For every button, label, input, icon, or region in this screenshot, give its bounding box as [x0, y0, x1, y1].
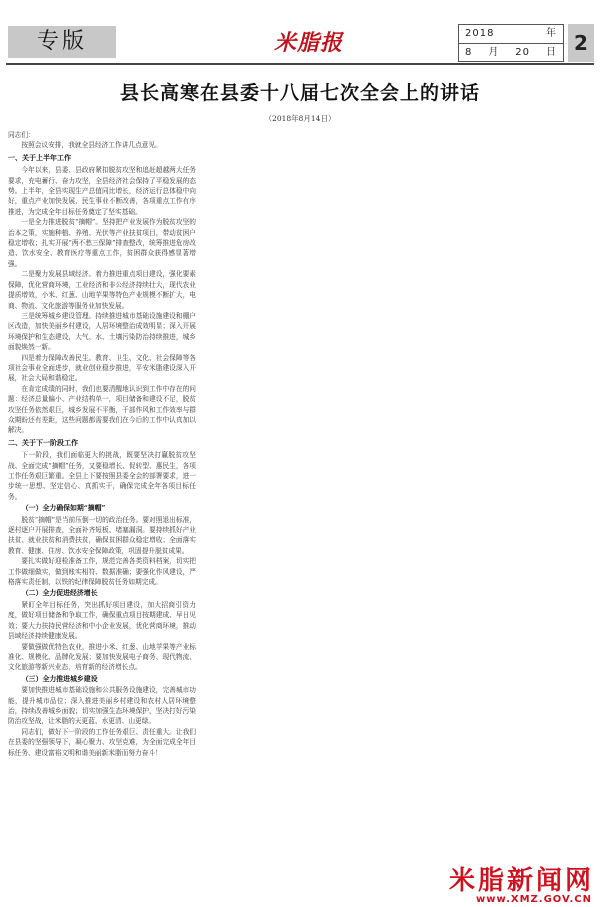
article-body [8, 130, 592, 880]
newspaper-logo: 米脂报 [274, 31, 344, 56]
section-heading: 一、关于上半年工作 [8, 152, 71, 162]
body-paragraph: 在肯定成绩的同时，我们也要清醒地认识到工作中存在的问题：经济总量偏小、产业结构单一，项目储备和建设不足，脱贫攻坚任务依然艰巨，城乡发展不平衡，干部作风和工作效率与群众期盼还有差距，这些问题都需要我们在今后的工作中认真加以解决。 [8, 384, 196, 435]
date-month: 8 [465, 47, 473, 58]
date-month-unit: 月 [488, 47, 500, 58]
subsection-heading: （二）全力促进经济增长 [21, 589, 98, 598]
body-paragraph: 要扎实做好迎检准备工作，规范完善各类资料档案，切实把工作做细做实，做到账实相符、数据准确；要强化作风建设，严格落实责任制，以铁的纪律保障脱贫任务如期完成。 [8, 557, 196, 587]
column-tag: 专版 [8, 26, 116, 58]
date-year-unit: 年 [546, 28, 557, 39]
page-number: 2 [568, 24, 594, 62]
body-paragraph: 脱贫“摘帽”是当前压倒一切的政治任务。要对照退出标准，逐村逐户开展排查，全面补齐短板、堵塞漏洞。要持续抓好产业扶贫、就业扶贫和消费扶贫，确保贫困群众稳定增收；全面落实教育、健康、住房、饮水安全保障政策，巩固提升脱贫成果。 [8, 515, 196, 555]
body-paragraph: 三是统筹城乡建设管理。持续推进城市基础设施建设和棚户区改造，加快美丽乡村建设，人居环境整治成效明显；深入开展环境保护和生态建设，大气、水、土壤污染防治持续推进，城乡面貌焕然一新。 [8, 311, 196, 352]
footer-url[interactable]: www.XMZ.GOV.CN [476, 894, 592, 905]
masthead-divider [6, 63, 594, 65]
date-year: 2018 [465, 28, 495, 39]
date-day-unit: 日 [545, 47, 557, 58]
body-paragraph: 要做强做优特色农业，推进小米、红葱、山地苹果等产业标准化、规模化、品牌化发展；要加快发展电子商务、现代物流、文化旅游等新兴业态，培育新的经济增长点。 [8, 642, 196, 672]
intro-paragraph: 按照会议安排，我就全县经济工作讲几点意见。 [21, 141, 162, 150]
body-paragraph: 下一阶段，我们面临更大的挑战，既要坚决打赢脱贫攻坚战、全面完成“摘帽”任务，又要稳增长、促转型、惠民生，各项工作任务艰巨繁重。全县上下要按照县委全会的部署要求，进一步统一思想、坚定信心、真抓实干，确保完成全年各项目标任务。 [8, 451, 196, 501]
article-title: 县长高寒在县委十八届七次全会上的讲话 [119, 82, 480, 104]
body-paragraph: 二是聚力发展县域经济。着力推进重点项目建设，强化要素保障，优化营商环境，工业经济和非公经济持续壮大，现代农业提质增效，小米、红葱、山地苹果等特色产业规模不断扩大，电商、物流、文化旅游等服务业加快发展。 [8, 270, 196, 310]
section-heading: 二、关于下一阶段工作 [8, 437, 78, 447]
footer-logo: 米脂新闻网 [448, 866, 594, 896]
masthead [6, 22, 594, 64]
body-paragraph: 今年以来，县委、县政府紧扣脱贫攻坚和追赶超越两大任务要求，充电蓄行、奋力攻坚，全县经济社会保持了平稳发展的态势。上半年，全县实现生产总值同比增长，经济运行总体稳中向好，重点产业加快发展，民生事业不断改善，各项重点工作有序推进，为完成全年目标任务奠定了坚实基础。 [8, 166, 196, 216]
salutation: 同志们： [8, 131, 35, 139]
body-paragraph: 紧盯全年目标任务，突出抓好项目建设，加大招商引资力度，做好项目储备和争取工作，确保重点项目按期建成、早日见效；要大力扶持民营经济和中小企业发展，优化营商环境，推动县域经济持续健康发展。 [8, 600, 196, 641]
issue-date [458, 24, 564, 62]
body-paragraph: 四是着力保障改善民生。教育、卫生、文化、社会保障等各项社会事业全面进步，就业创业稳步推进，平安米脂建设深入开展，社会大局和谐稳定。 [8, 353, 196, 383]
date-day: 20 [515, 47, 531, 58]
closing-paragraph: 同志们，做好下一阶段的工作任务艰巨、责任重大。让我们在县委的坚强领导下，凝心聚力、攻坚克难，为全面完成全年目标任务、建设富裕文明和谐美丽新米脂而努力奋斗！ [8, 727, 196, 757]
body-paragraph: 一是全力推进脱贫“摘帽”。坚持把产业发展作为脱贫攻坚的治本之策，实施种植、养殖、光伏等产业扶贫项目，带动贫困户稳定增收；扎实开展“两不愁三保障”排查整改，统筹推进危房改造、饮水安全、教育医疗等重点工作，贫困群众获得感显著增强。 [8, 218, 196, 268]
subsection-heading: （三）全力推进城乡建设 [21, 674, 98, 683]
subsection-heading: （一）全力确保如期“摘帽” [21, 504, 106, 513]
body-paragraph: 要加快推进城市基础设施和公共服务设施建设，完善城市功能，提升城市品位；深入推进美丽乡村建设和农村人居环境整治，持续改善城乡面貌；切实加强生态环境保护，坚决打好污染防治攻坚战，让米脂的天更蓝、水更清、山更绿。 [8, 686, 196, 726]
article-dateline: （2018年8月14日） [264, 114, 336, 123]
